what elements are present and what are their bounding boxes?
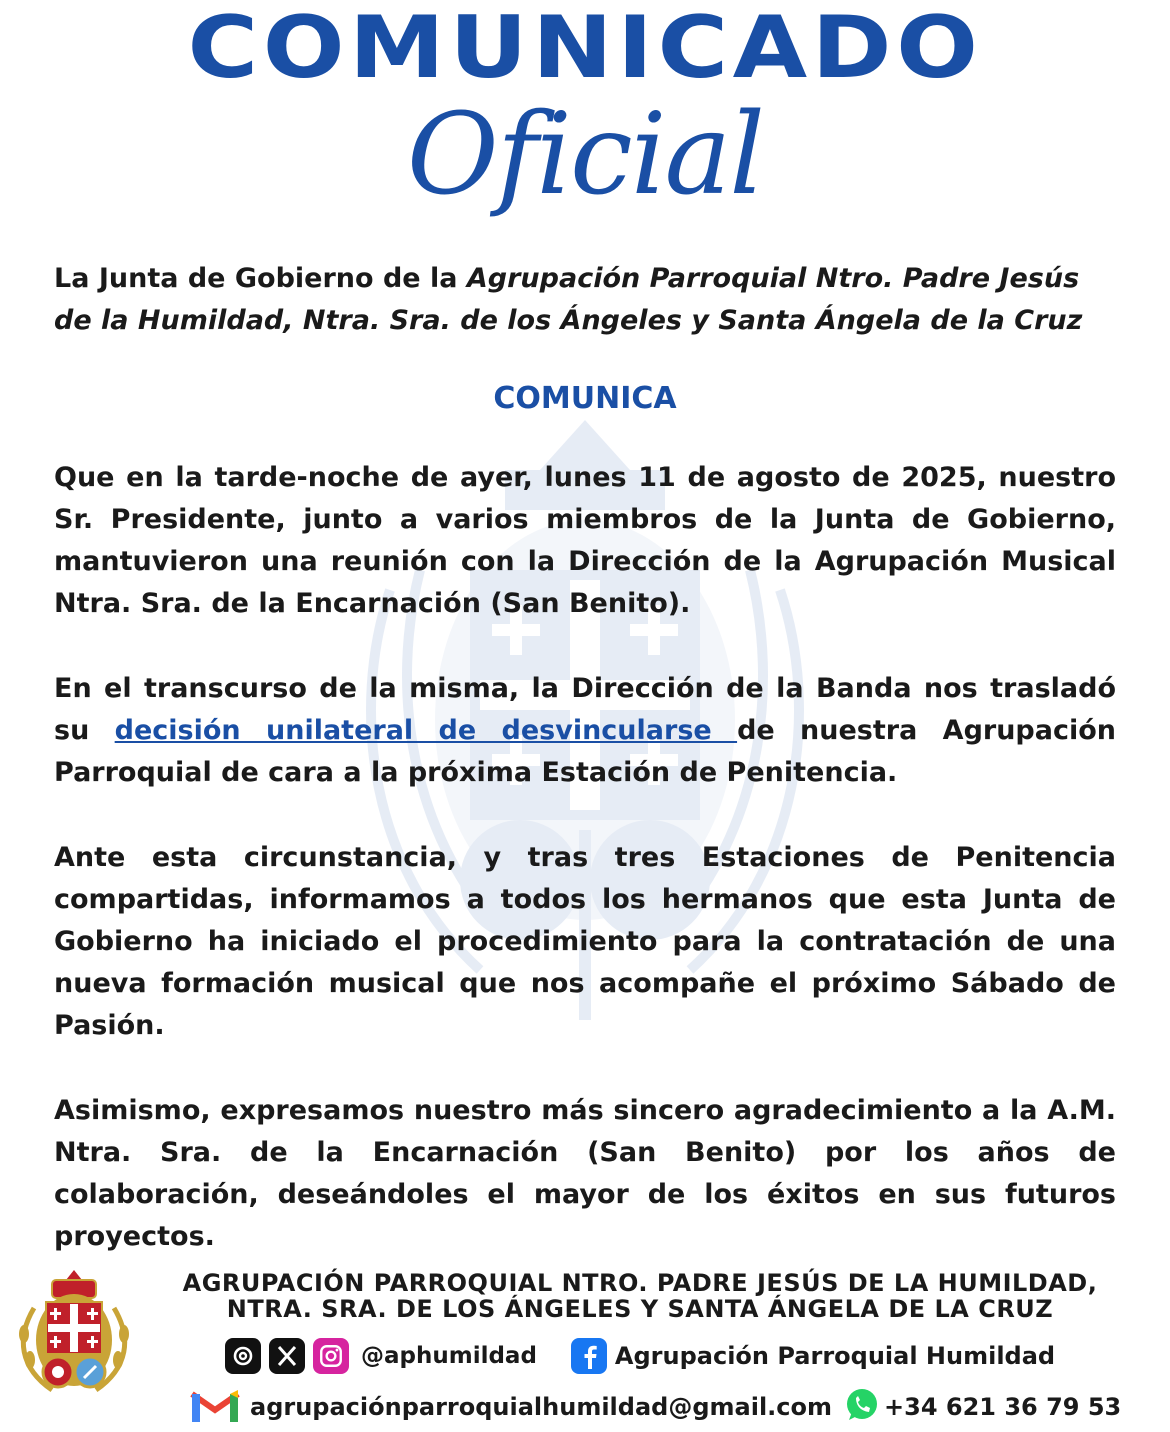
footer-org-line1: AGRUPACIÓN PARROQUIAL NTRO. PADRE JESÚS DE LA HUMILDAD, — [182, 1269, 1098, 1297]
whatsapp-contact[interactable] — [844, 1387, 1121, 1427]
intro-text — [54, 258, 1116, 342]
whatsapp-icon[interactable] — [844, 1387, 880, 1427]
paragraph-3: Ante esta circunstancia, y tras tres Estaciones de Penitencia compartidas, informamos a todos los hermanos que esta Junta de Gobierno ha iniciado el procedimiento para la contratación de una nueva formación musical que nos acompañe el próximo Sábado de Pasión. — [54, 842, 1116, 1041]
comunica-heading: COMUNICA — [493, 381, 677, 416]
page-title: COMUNICADO — [187, 0, 983, 98]
decision-link[interactable]: decisión unilateral de desvincularse — [114, 715, 738, 746]
x-icon[interactable] — [269, 1338, 305, 1374]
footer-organization — [140, 1270, 1140, 1322]
instagram-icon[interactable] — [313, 1338, 349, 1374]
gmail-icon[interactable] — [190, 1386, 240, 1428]
paragraph-2 — [54, 668, 1116, 794]
page-subtitle: Oficial — [406, 90, 764, 220]
facebook-icon[interactable] — [571, 1338, 607, 1374]
social-handle[interactable]: @aphumildad — [361, 1343, 537, 1369]
paragraph-1: Que en la tarde-noche de ayer, lunes 11 de agosto de 2025, nuestro Sr. Presidente, junto a varios miembros de la Junta de Gobierno, mantuvieron una reunión con la Dirección de la Agrupación Musical Ntra. Sra. de la Encarnación (San Benito). — [54, 462, 1116, 619]
contact-row — [190, 1385, 1121, 1429]
paragraph-4: Asimismo, expresamos nuestro más sincero agradecimiento a la A.M. Ntra. Sra. de la Encarnación (San Benito) por los años de colaboración, deseándoles el mayor de los éxitos en sus futuros proyectos. — [54, 1095, 1116, 1252]
threads-icon[interactable] — [225, 1338, 261, 1374]
intro-entity: Agrupación Parroquial Ntro. Padre Jesús de la Humildad, Ntra. Sra. de los Ángeles y Santa Ángela de la Cruz — [54, 263, 1083, 336]
facebook-link[interactable] — [571, 1338, 1055, 1374]
intro-lead: La Junta de Gobierno de la — [54, 263, 467, 294]
footer-org-line2: NTRA. SRA. DE LOS ÁNGELES Y SANTA ÁNGELA DE LA CRUZ — [226, 1295, 1054, 1323]
social-row — [225, 1336, 1055, 1376]
crest-logo — [12, 1268, 136, 1400]
facebook-name[interactable]: Agrupación Parroquial Humildad — [614, 1342, 1056, 1370]
paragraph-2-before: En el transcurso de la misma, la Dirección de la Banda nos trasladó su — [54, 673, 1116, 746]
paragraph-2-after: de nuestra Agrupación Parroquial de cara a la próxima Estación de Penitencia. — [54, 715, 1117, 788]
email-address[interactable]: agrupaciónparroquialhumildad@gmail.com — [250, 1393, 833, 1421]
phone-number[interactable]: +34 621 36 79 53 — [884, 1393, 1122, 1421]
